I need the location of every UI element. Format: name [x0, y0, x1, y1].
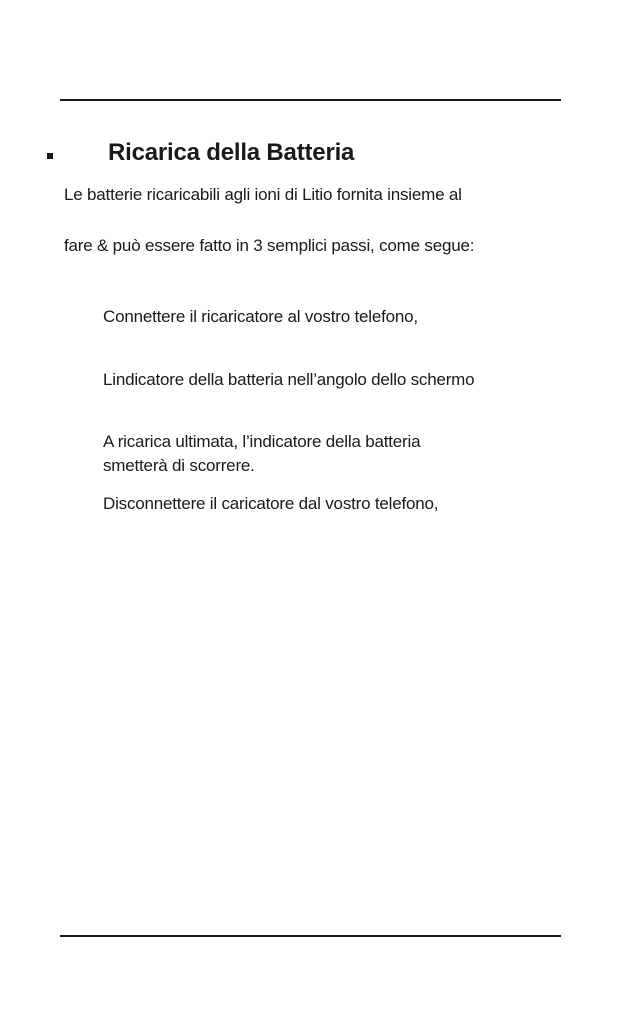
- section-heading: Ricarica della Batteria: [108, 139, 355, 166]
- step-4-text: Disconnettere il caricatore dal vostro telefono,: [103, 494, 439, 513]
- step-2-text: Lindicatore della batteria nell’angolo dello schermo: [103, 370, 475, 389]
- step-1: [103, 305, 553, 329]
- step-3: [103, 430, 553, 478]
- step-4: [103, 492, 553, 516]
- intro-text-line-1: Le batterie ricaricabili agli ioni di Litio fornita insieme al: [64, 185, 462, 204]
- intro-text-line-2: fare & può essere fatto in 3 semplici passi, come segue:: [64, 236, 475, 255]
- top-divider: [60, 99, 561, 101]
- step-1-text: Connettere il ricaricatore al vostro telefono,: [103, 307, 418, 326]
- bullet-square-icon: [47, 153, 53, 159]
- step-3-text-line-2: smetterà di scorrere.: [103, 456, 255, 475]
- step-2: [103, 368, 553, 392]
- step-3-text-line-1: A ricarica ultimata, l’indicatore della batteria: [103, 432, 421, 451]
- bottom-divider: [60, 935, 561, 937]
